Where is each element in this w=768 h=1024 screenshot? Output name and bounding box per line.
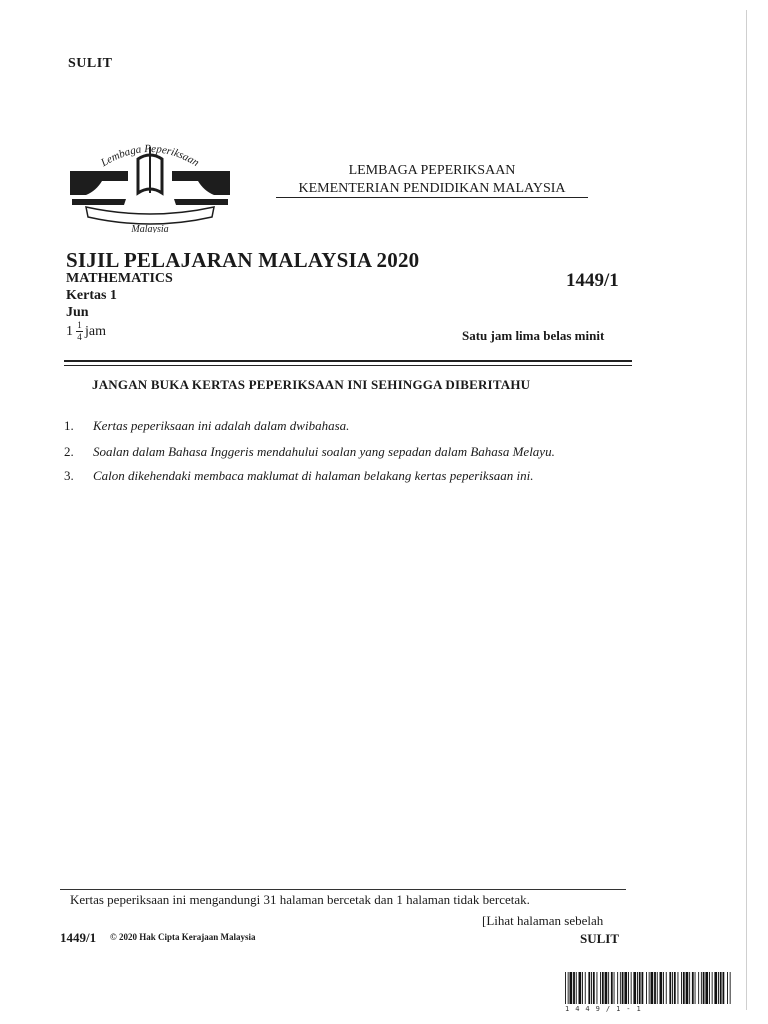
exam-board-logo xyxy=(66,133,234,233)
paper-code: 1449/1 xyxy=(566,270,619,291)
barcode-digits: 1449/1-1 xyxy=(565,1005,647,1013)
footer-paper-code: 1449/1 xyxy=(60,930,97,945)
board-line-1: LEMBAGA PEPERIKSAAN xyxy=(348,163,516,178)
next-page-note: [Lihat halaman sebelah xyxy=(482,913,604,928)
page-count-note: Kertas peperiksaan ini mengandungi 31 halaman bercetak dan 1 halaman tidak bercetak. xyxy=(70,892,530,907)
footer-classification: SULIT xyxy=(580,931,620,946)
logo-bottom-text: Malaysia xyxy=(131,224,169,233)
instruction-number: 2. xyxy=(64,444,74,459)
barcode xyxy=(565,972,733,1006)
instruction-number: 1. xyxy=(64,418,74,433)
instruction-text: Calon dikehendaki membaca maklumat di halaman belakang kertas peperiksaan ini. xyxy=(93,468,534,483)
exam-title: SIJIL PELAJARAN MALAYSIA 2020 xyxy=(66,248,420,272)
board-underline xyxy=(276,197,588,198)
paper-number: Kertas 1 xyxy=(66,288,117,303)
fraction xyxy=(76,321,83,342)
instruction-number: 3. xyxy=(64,468,74,483)
footer-rule xyxy=(60,889,626,890)
warning-notice: JANGAN BUKA KERTAS PEPERIKSAAN INI SEHINGGA DIBERITAHU xyxy=(92,377,531,392)
header-rule-thin xyxy=(64,365,632,366)
fraction-denominator: 4 xyxy=(77,332,82,342)
board-line-2: KEMENTERIAN PENDIDIKAN MALAYSIA xyxy=(298,181,566,196)
instruction-text: Kertas peperiksaan ini adalah dalam dwibahasa. xyxy=(93,418,350,433)
classification-label: SULIT xyxy=(68,56,113,71)
exam-month: Jun xyxy=(66,305,89,320)
duration-whole: 1 xyxy=(66,323,73,339)
page-edge xyxy=(746,10,747,1010)
instruction-text: Soalan dalam Bahasa Inggeris mendahului soalan yang sepadan dalam Bahasa Melayu. xyxy=(93,444,555,459)
duration-fraction xyxy=(66,321,106,342)
duration-unit: jam xyxy=(85,323,106,339)
instruction-item xyxy=(64,468,664,484)
copyright-notice: © 2020 Hak Cipta Kerajaan Malaysia xyxy=(110,932,256,942)
subject-name: MATHEMATICS xyxy=(66,271,173,286)
instruction-item xyxy=(64,418,664,434)
logo-top-text: Lembaga Peperiksaan xyxy=(98,142,202,170)
exam-board-name xyxy=(276,162,588,198)
header-rule xyxy=(64,360,632,362)
duration-text: Satu jam lima belas minit xyxy=(462,328,605,343)
instruction-item xyxy=(64,444,664,460)
fraction-numerator: 1 xyxy=(77,320,82,330)
